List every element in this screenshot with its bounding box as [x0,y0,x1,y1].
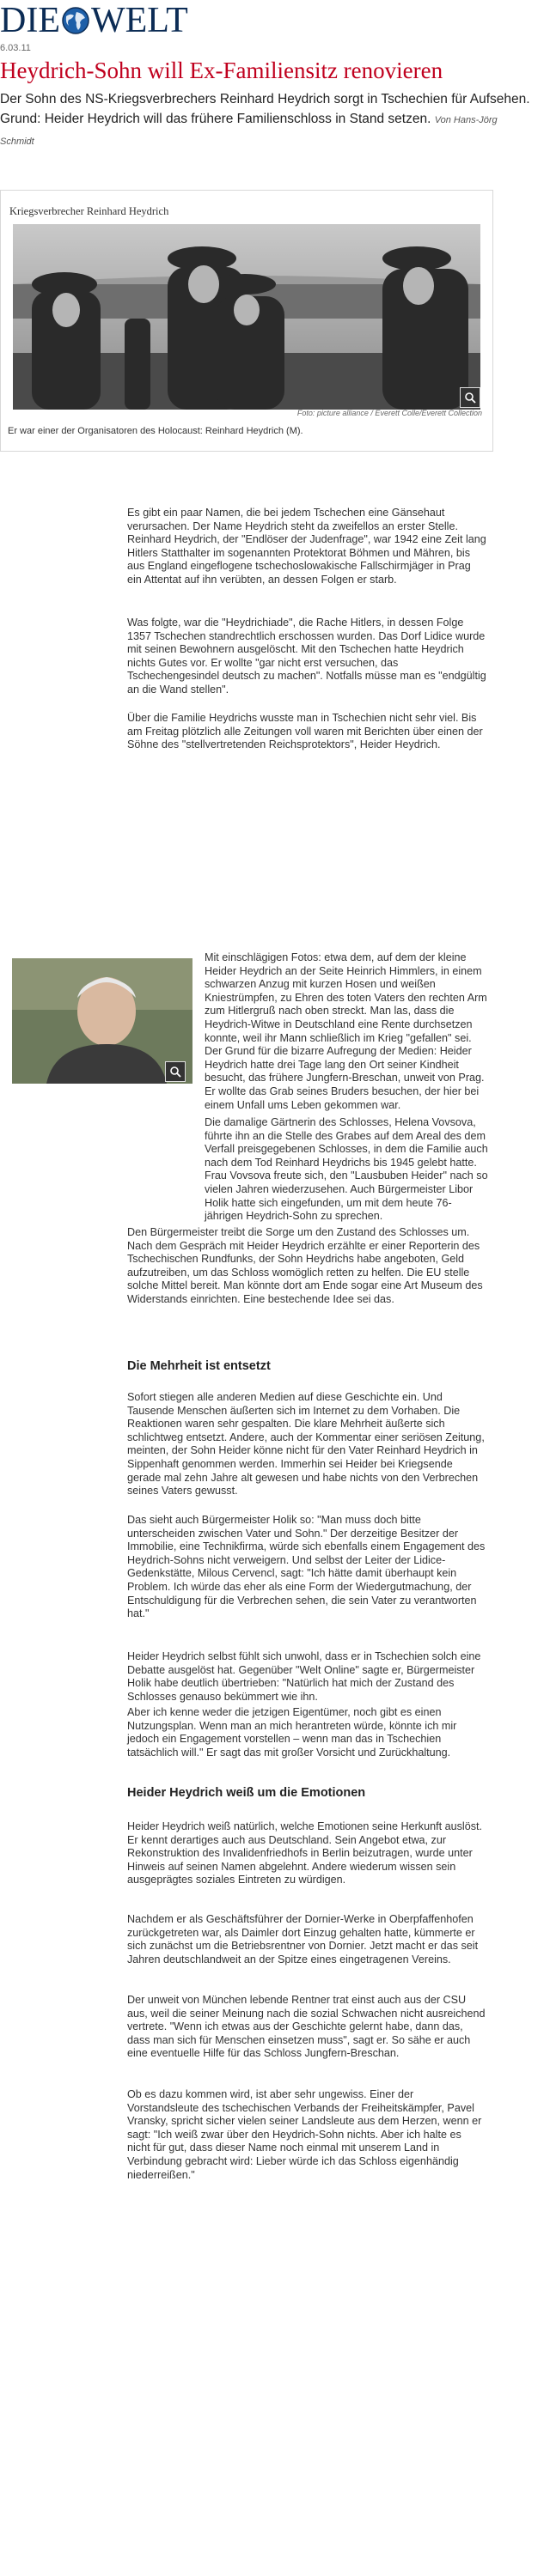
magnifier-icon [169,1066,181,1078]
paragraph: Das sieht auch Bürgermeister Holik so: "Man muss doch bitte unterscheiden zwischen Vater und Sohn." Der derzeitige Besitzer der Immobilie, eine Technikfirma, würde sich ebenfalls einem Engagement des Heydrich-Sohns nicht verweigern. Und selbst der Leiter der Lidice-Gedenkstätte, Milous Cervencl, sagt: "Ich hätte damit überhaupt kein Problem. Ich würde das eher als eine Form der Wiedergutmachung, der Entschuldigung für die Verbrechen sehen, die sein Vater zu verantworten hat." [127,1514,486,1620]
photo-credit: Foto: picture alliance / Everett Colle/Everett Collection [296,409,482,417]
paragraph: Heider Heydrich selbst fühlt sich unwohl, dass er in Tschechien solch eine Debatte ausgelöst hat. Gegenüber "Welt Online" sagte er, Bürgermeister Holik habe deutlich übertrieben: "Natürlich hat mich der Zustand des Schlosses genauso bekümmert wie ihn. [127,1650,481,1703]
photo-caption: Er war einer der Organisatoren des Holocaust: Reinhard Heydrich (M). [8,426,303,436]
paragraph: Was folgte, war die "Heydrichiade", die Rache Hitlers, in dessen Folge 1357 Tschechen standrechtlich erschossen wurden. Das Dorf Lidice wurde mit seinen Bewohnern ausgelöscht. Mit den Tschechen hatte Heydrich nichts Gutes vor. Er wollte "gar nicht erst versuchen, das Tschechengesindel deutsch zu machen". Notfalls müsse man es "endgültig an die Wand stellen". [127,617,486,696]
teaser-text: Der Sohn des NS-Kriegsverbrechers Reinhard Heydrich sorgt in Tschechien für Aufsehen. Grund: Heider Heydrich will das frühere Familienschloss in Stand setzen. [0,92,530,126]
zoom-button-inline[interactable] [165,1061,186,1082]
globe-icon [61,6,90,35]
main-photo-box [0,190,493,452]
paragraph: Die damalige Gärtnerin des Schlosses, Helena Vovsova, führte ihn an die Stelle des Grabes auf dem Areal des dem Verfall preisgegebenen Schlosses, in dem die Familie auch nach dem Tod Reinhard Heydrichs bis 1945 gelebt hatte. Frau Vovsova freute sich, den "Lausbuben Heider" nach so vielen Jahren wiederzusehen. Auch Bürgermeister Libor Holik hatte sich eingefunden, um mit dem heute 76-jährigen Heydrich-Sohn zu sprechen. [205,1116,488,1223]
inline-photo[interactable] [12,958,192,1084]
article-teaser [0,89,533,152]
paragraph: Ob es dazu kommen wird, ist aber sehr ungewiss. Einer der Vorstandsleute des tschechischen Verbands der Freiheitskämpfer, Pavel Vransky, spricht sicher vielen seiner Landsleute aus dem Herzen, wenn er sagt: "Ich weiß zwar über den Heydrich-Sohn nichts. Aber ich halte es nicht für gut, dass dieser Name noch einmal mit unserem Land in Verbindung gebracht wird: Lieber würde ich das Schloss eigenhändig niederreißen." [127,2088,482,2181]
brand-left: DIE [0,1,60,40]
article-headline: Heydrich-Sohn will Ex-Familiensitz renovieren [0,58,443,83]
paragraph: Mit einschlägigen Fotos: etwa dem, auf dem der kleine Heider Heydrich an der Seite Heinrich Himmlers, in einem schwarzen Anzug mit kurzen Hosen und weißen Kniestrümpfen, zu Ehren des toten Vaters den rechten Arm zum Hitlergruß nach oben streckt. Man las, dass die Heydrich-Witwe in Deutschland eine Rente durchsetzen konnte, weil ihr Mann schließlich im Krieg "gefallen" sei. Der Grund für die bizarre Aufregung der Medien: Heider Heydrich hatte drei Tage lang den Ort seiner Kindheit besucht, das frühere Jungfern-Breschan, unweit von Prag. Er wollte das Grab seines Bruders besuchen, der hier bei einem Unfall ums Leben gekommen war. [205,951,487,1111]
paragraph: Heider Heydrich weiß natürlich, welche Emotionen seine Herkunft auslöst. Er kennt derartiges auch aus Deutschland. Sein Angebot etwa, zur Rekonstruktion des Invalidenfriedhofs in Berlin beizutragen, wurde unter Hinweis auf seinen Namen abgelehnt. Andere wiederum wissen sein ausgeprägtes soziales Eintreten zu würdigen. [127,1820,482,1886]
paragraph: Aber ich kenne weder die jetzigen Eigentümer, noch gibt es einen Nutzungsplan. Wenn man an mich herantreten würde, könnte ich mir jedoch ein Engagement vorstellen – wenn man das in Tschechien tatsächlich will." Er sagt das mit großer Vorsicht und Zurückhaltung. [127,1706,457,1759]
paragraph: Es gibt ein paar Namen, die bei jedem Tschechen eine Gänsehaut verursachen. Der Name Heydrich steht da zweifellos an erster Stelle. Reinhard Heydrich, der "Endlöser der Judenfrage", war 1942 eine Zeit lang Hitlers Statthalter im sogenannten Protektorat Böhmen und Mähren, bis aus England eingeflogene tschechoslowakische Fallschirmjäger in Prag ein Attentat auf ihn verübten, an dessen Folgen er starb. [127,507,486,586]
main-photo-image [13,224,480,410]
magnifier-icon [464,392,476,404]
brand-logo[interactable] [0,2,188,39]
main-photo[interactable] [13,224,480,410]
paragraph: Sofort stiegen alle anderen Medien auf diese Geschichte ein. Und Tausende Menschen äußerten sich im Internet zu dem Vorhaben. Die Reaktionen waren sehr gespalten. Die klare Mehrheit äußerte sich schlichtweg entsetzt. Andere, auch der Kommentar einer seriösen Zeitung, meinten, der Sohn Heider könne nicht für den Vater Reinhard Heydrich in Sippenhaft genommen werden. Immerhin sei Heider bei Kriegsende gerade mal zehn Jahre alt gewesen und habe nichts von den Verbrechen seines Vaters gewusst. [127,1391,485,1498]
paragraph: Nachdem er als Geschäftsführer der Dornier-Werke in Oberpfaffenhofen zurückgetreten war, als Daimler dort Einzug gehalten hatte, kümmerte er sich zunächst um die Betriebsrentner von Dornier. Jetzt macht er das seit Jahren deutschlandweit an der Spitze eines eingetragenen Vereins. [127,1913,479,1965]
publish-date: 6.03.11 [0,43,31,53]
subheading: Heider Heydrich weiß um die Emotionen [127,1786,366,1800]
zoom-button-main[interactable] [460,387,480,408]
brand-right: WELT [90,1,188,40]
paragraph: Der unweit von München lebende Rentner trat einst auch aus der CSU aus, weil die seiner Meinung nach die sozial Schwachen nicht ausreichend vertrete. "Wenn ich etwas aus der Geschichte gelernt habe, dann das, dass man sich für Menschen einsetzen muss", sagt er. So sähe er auch eine eventuelle Hilfe für das Schloss Jungfern-Breschan. [127,1994,486,2060]
author-byline: Von Hans-Jörg Schmidt [0,115,498,147]
photo-top-caption: Kriegsverbrecher Reinhard Heydrich [9,205,169,217]
paragraph: Den Bürgermeister treibt die Sorge um den Zustand des Schlosses um. Nach dem Gespräch mit Heider Heydrich erzählte er einer Reporterin des Tschechischen Rundfunks, der Sohn Heydrichs habe angeboten, Geld aufzutreiben, um das Schloss womöglich retten zu helfen. Die EU stelle solche Mittel bereit. Man könnte dort am Ende sogar eine Art Museum des Widerstands einrichten. Eine bestechende Idee sei das. [127,1226,483,1305]
paragraph: Über die Familie Heydrichs wusste man in Tschechien nicht sehr viel. Bis am Freitag plötzlich alle Zeitungen voll waren mit Berichten über einen der Söhne des "stellvertretenden Reichsprotektors", Heider Heydrich. [127,712,483,751]
subheading: Die Mehrheit ist entsetzt [127,1359,271,1373]
